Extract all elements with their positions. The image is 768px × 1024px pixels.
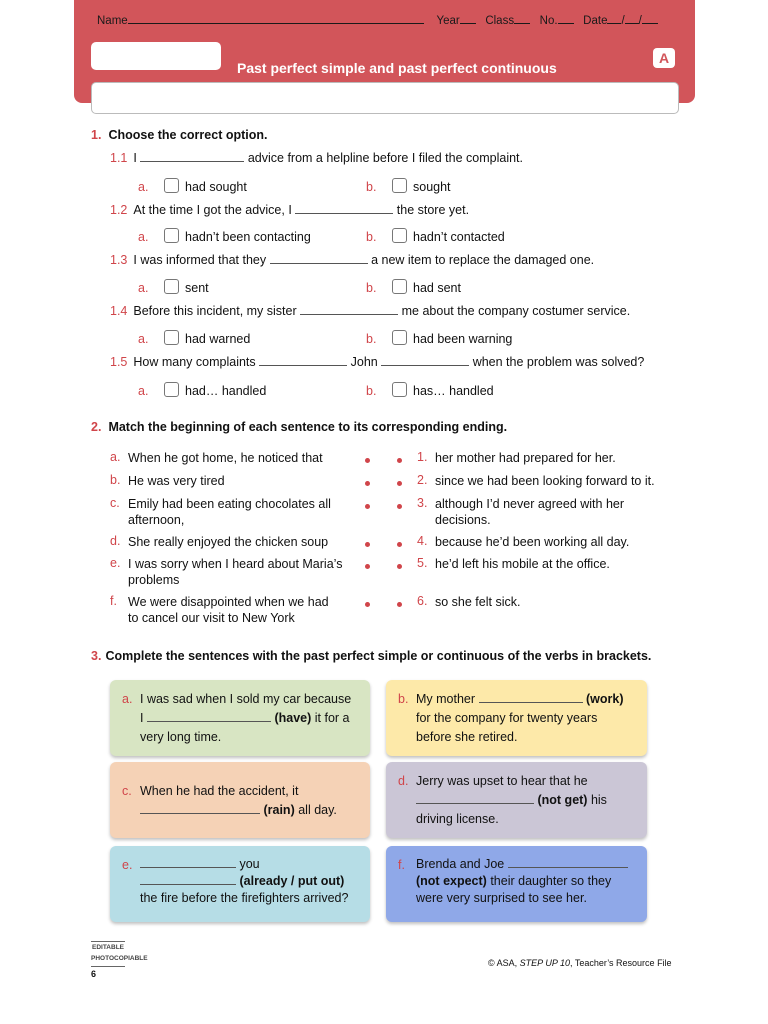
box-text: were very surprised to see her. — [416, 891, 587, 905]
item-number: 1.2 — [110, 203, 128, 217]
match-right-item — [417, 594, 520, 610]
answer-blank[interactable] — [416, 793, 534, 804]
name-blank[interactable] — [128, 14, 424, 24]
match-left-item — [110, 473, 225, 489]
match-dot-right[interactable] — [397, 458, 402, 463]
match-right-item — [417, 534, 629, 550]
box-letter: f. — [398, 858, 405, 872]
box-text: I was sad when I sold my car because — [140, 692, 352, 706]
match-letter: e. — [110, 556, 121, 570]
option-a[interactable] — [138, 228, 311, 244]
item-text: How many complaints — [133, 355, 256, 369]
box-text: Jerry was upset to hear that he — [416, 774, 588, 788]
q3-number: 3. — [91, 649, 102, 663]
box-text: his — [590, 793, 607, 807]
option-text: hadn’t contacted — [413, 230, 505, 244]
match-left-item — [110, 594, 329, 626]
item-text: I was informed that they — [133, 253, 267, 267]
no-label: No. — [539, 15, 558, 27]
match-text: he’d left his mobile at the office. — [435, 557, 610, 571]
option-text: had warned — [185, 332, 251, 346]
exercise-box-b — [386, 680, 647, 756]
q1-item — [110, 304, 630, 318]
match-text-cont: problems — [128, 573, 180, 587]
box-letter: c. — [122, 784, 132, 798]
item-text: the store yet. — [396, 203, 470, 217]
match-left-item — [110, 450, 323, 466]
option-letter: a. — [138, 230, 149, 244]
answer-blank[interactable] — [140, 857, 236, 868]
option-letter: b. — [366, 281, 377, 295]
box-text: When he had the accident, it — [140, 784, 299, 798]
option-text: had… handled — [185, 384, 267, 398]
answer-blank[interactable] — [147, 711, 271, 722]
option-letter: b. — [366, 384, 377, 398]
option-b[interactable] — [366, 178, 451, 194]
date-month-blank[interactable] — [625, 14, 639, 24]
copyright-notice — [488, 958, 672, 968]
stamp-text: EDITABLE — [91, 944, 125, 951]
option-a[interactable] — [138, 178, 247, 194]
no-blank[interactable] — [558, 14, 574, 24]
option-b[interactable] — [366, 382, 494, 398]
verb-hint: (have) — [274, 711, 312, 725]
answer-blank[interactable] — [295, 203, 393, 214]
match-text: He was very tired — [128, 474, 225, 488]
match-right-item — [417, 496, 624, 528]
item-text: At the time I got the advice, I — [133, 203, 292, 217]
checkbox[interactable] — [164, 330, 179, 345]
match-dot-left[interactable] — [365, 564, 370, 569]
match-number: 6. — [417, 594, 428, 608]
checkbox[interactable] — [392, 330, 407, 345]
box-text: the fire before the firefighters arrived? — [140, 891, 349, 905]
exercise-box-a — [110, 680, 370, 756]
option-letter: a. — [138, 281, 149, 295]
option-text: had been warning — [413, 332, 513, 346]
match-left-item — [110, 534, 328, 550]
q1-number: 1. — [91, 128, 102, 142]
match-text: although I’d never agreed with her — [435, 497, 625, 511]
option-letter: b. — [366, 332, 377, 346]
q1-item — [110, 253, 594, 267]
match-right-item — [417, 473, 655, 489]
option-b[interactable] — [366, 330, 512, 346]
option-text: has… handled — [413, 384, 494, 398]
answer-blank[interactable] — [140, 151, 244, 162]
item-number: 1.5 — [110, 355, 128, 369]
match-left-item — [110, 556, 342, 588]
answer-blank[interactable] — [479, 692, 583, 703]
exercise-box-f — [386, 846, 647, 922]
box-letter: b. — [398, 692, 409, 706]
item-text: when the problem was solved? — [472, 355, 645, 369]
exercise-box-c — [110, 762, 370, 838]
stamp-text: PHOTOCOPIABLE — [91, 955, 148, 962]
copyright-text: © ASA, — [488, 958, 520, 968]
option-text: hadn’t been contacting — [185, 230, 311, 244]
q1-instruction: Choose the correct option. — [108, 128, 268, 142]
q3-title — [91, 649, 651, 663]
class-blank[interactable] — [514, 14, 530, 24]
box-text: for the company for twenty years — [416, 711, 598, 725]
option-text: had sought — [185, 180, 247, 194]
match-right-item — [417, 450, 616, 466]
answer-banner-box — [91, 82, 679, 114]
match-text-cont: afternoon, — [128, 513, 185, 527]
year-label: Year — [436, 15, 460, 27]
date-label: Date — [583, 15, 608, 27]
item-text: me about the company costumer service. — [401, 304, 631, 318]
match-dot-right[interactable] — [397, 481, 402, 486]
match-letter: d. — [110, 534, 121, 548]
match-text-cont: to cancel our visit to New York — [128, 611, 295, 625]
q3-instruction: Complete the sentences with the past perfect simple or continuous of the verbs in brackets. — [105, 649, 652, 663]
box-text: Brenda and Joe — [416, 857, 505, 871]
checkbox[interactable] — [164, 178, 179, 193]
option-letter: b. — [366, 180, 377, 194]
q1-item — [110, 355, 644, 369]
item-text: a new item to replace the damaged one. — [371, 253, 595, 267]
match-text: so she felt sick. — [435, 595, 521, 609]
answer-blank[interactable] — [259, 355, 347, 366]
q1-item — [110, 203, 469, 217]
match-number: 2. — [417, 473, 428, 487]
page-number: 6 — [91, 969, 97, 979]
verb-hint: (already / put out) — [239, 874, 345, 888]
q2-instruction: Match the beginning of each sentence to its corresponding ending. — [108, 420, 508, 434]
date-year-blank[interactable] — [642, 14, 658, 24]
match-text: because he’d been working all day. — [435, 535, 630, 549]
item-text: I — [133, 151, 137, 165]
match-dot-right[interactable] — [397, 542, 402, 547]
box-letter: d. — [398, 774, 409, 788]
q1-title — [91, 128, 267, 142]
option-text: sent — [185, 281, 209, 295]
verb-hint: (not get) — [537, 793, 588, 807]
class-label: Class — [485, 15, 515, 27]
exercise-box-d — [386, 762, 647, 838]
box-text: I — [140, 711, 144, 725]
checkbox[interactable] — [164, 279, 179, 294]
box-text: driving license. — [416, 812, 499, 826]
header-label-box — [91, 42, 221, 70]
verb-hint: (not expect) — [416, 874, 487, 888]
option-text: sought — [413, 180, 451, 194]
item-text: advice from a helpline before I filed the complaint. — [247, 151, 523, 165]
match-text: I was sorry when I heard about Maria’s — [128, 557, 343, 571]
answer-blank[interactable] — [270, 253, 368, 264]
match-text-cont: decisions. — [435, 513, 491, 527]
checkbox[interactable] — [392, 178, 407, 193]
option-text: had sent — [413, 281, 461, 295]
option-letter: a. — [138, 180, 149, 194]
editable-photocopiable-stamp — [91, 941, 148, 967]
match-text: When he got home, he noticed that — [128, 451, 323, 465]
student-info-line: Name Year Class No. Date / / — [97, 14, 658, 27]
checkbox[interactable] — [392, 228, 407, 243]
answer-blank[interactable] — [140, 874, 236, 885]
copyright-text: , Teacher’s Resource File — [570, 958, 672, 968]
answer-blank[interactable] — [508, 857, 628, 868]
item-text: Before this incident, my sister — [133, 304, 297, 318]
checkbox[interactable] — [164, 228, 179, 243]
box-text: you — [239, 857, 260, 871]
item-number: 1.4 — [110, 304, 128, 318]
match-dot-right[interactable] — [397, 602, 402, 607]
version-badge: A — [653, 48, 675, 68]
match-number: 3. — [417, 496, 428, 510]
box-letter: a. — [122, 692, 133, 706]
book-title: STEP UP 10 — [519, 958, 571, 968]
match-dot-left[interactable] — [365, 542, 370, 547]
match-dot-left[interactable] — [365, 602, 370, 607]
worksheet-title: Past perfect simple and past perfect continuous — [237, 60, 557, 76]
option-a[interactable] — [138, 330, 250, 346]
box-letter: e. — [122, 858, 133, 872]
match-text: We were disappointed when we had — [128, 595, 329, 609]
verb-hint: (work) — [586, 692, 624, 706]
answer-blank[interactable] — [381, 355, 469, 366]
item-text: John — [350, 355, 378, 369]
match-number: 1. — [417, 450, 428, 464]
match-text: her mother had prepared for her. — [435, 451, 616, 465]
box-text: all day. — [298, 803, 337, 817]
match-dot-right[interactable] — [397, 504, 402, 509]
match-text: She really enjoyed the chicken soup — [128, 535, 329, 549]
item-number: 1.1 — [110, 151, 128, 165]
match-letter: a. — [110, 450, 121, 464]
box-text: My mother — [416, 692, 476, 706]
match-text: since we had been looking forward to it. — [435, 474, 655, 488]
match-left-item — [110, 496, 331, 528]
option-a[interactable] — [138, 279, 209, 295]
name-label: Name — [97, 15, 128, 27]
option-letter: b. — [366, 230, 377, 244]
exercise-box-e — [110, 846, 370, 922]
option-a[interactable] — [138, 382, 266, 398]
q1-item — [110, 151, 523, 165]
match-right-item — [417, 556, 610, 572]
q2-number: 2. — [91, 420, 102, 434]
box-text: before she retired. — [416, 730, 518, 744]
box-text: very long time. — [140, 730, 222, 744]
checkbox[interactable] — [392, 382, 407, 397]
match-number: 5. — [417, 556, 428, 570]
match-text: Emily had been eating chocolates all — [128, 497, 331, 511]
answer-blank[interactable] — [300, 304, 398, 315]
match-letter: f. — [110, 594, 117, 608]
item-number: 1.3 — [110, 253, 128, 267]
match-dot-right[interactable] — [397, 564, 402, 569]
match-dot-left[interactable] — [365, 458, 370, 463]
match-letter: c. — [110, 496, 120, 510]
option-letter: a. — [138, 332, 149, 346]
option-letter: a. — [138, 384, 149, 398]
match-number: 4. — [417, 534, 428, 548]
date-day-blank[interactable] — [607, 14, 621, 24]
checkbox[interactable] — [164, 382, 179, 397]
match-letter: b. — [110, 473, 121, 487]
option-b[interactable] — [366, 228, 505, 244]
checkbox[interactable] — [392, 279, 407, 294]
box-text: their daughter so they — [490, 874, 612, 888]
verb-hint: (rain) — [263, 803, 295, 817]
match-dot-left[interactable] — [365, 481, 370, 486]
match-dot-left[interactable] — [365, 504, 370, 509]
option-b[interactable] — [366, 279, 461, 295]
box-text: it for a — [314, 711, 350, 725]
answer-blank[interactable] — [140, 803, 260, 814]
year-blank[interactable] — [460, 14, 476, 24]
q2-title — [91, 420, 507, 434]
